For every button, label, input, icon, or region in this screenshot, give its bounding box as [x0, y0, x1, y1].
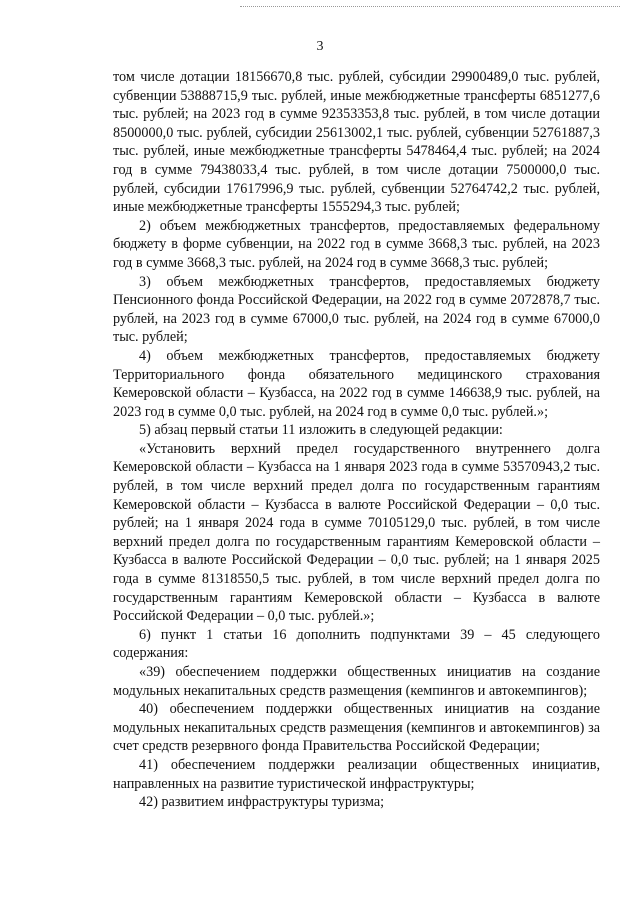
paragraph: 41) обеспечением поддержки реализации общественных инициатив, направленных на развитие туристической инфраструктуры;: [113, 756, 600, 792]
paragraph: 42) развитием инфраструктуры туризма;: [139, 794, 385, 811]
paragraph: 4) объем межбюджетных трансфертов, предоставляемых бюджету Территориального фонда обязательного медицинского страхования Кемеровской области – Кузбасса, на 2022 год в сумме 146638,9 тыс. рублей, на 2023 год в сумме 0,0 тыс. рублей, на 2024 год в сумме 0,0 тыс. рублей.»;: [113, 347, 600, 420]
paragraph: 40) обеспечением поддержки общественных инициатив на создание модульных некапитальных средств размещения (кемпингов и автокемпингов) за счет средств резервного фонда Правительства Российской Федерации;: [113, 701, 600, 755]
paragraph: 5) абзац первый статьи 11 изложить в следующей редакции:: [139, 422, 503, 439]
scan-edge-line: [240, 6, 620, 8]
page-number: 3: [316, 39, 324, 54]
document-body: [113, 68, 600, 812]
paragraph: том числе дотации 18156670,8 тыс. рублей, субсидии 29900489,0 тыс. рублей, субвенции 53888715,9 тыс. рублей, иные межбюджетные трансферты 6851277,6 тыс. рублей; на 2023 год в сумме 92353353,8 тыс. рублей, в том числе дотации 8500000,0 тыс. рублей, субсидии 25613002,1 тыс. рублей, субвенции 52761887,3 тыс. рублей, иные межбюджетные трансферты 5478464,4 тыс. рублей; на 2024 год в сумме 79438033,4 тыс. рублей, в том числе дотации 7500000,0 тыс. рублей, субсидии 17617996,9 тыс. рублей, субвенции 52764742,2 тыс. рублей, иные межбюджетные трансферты 1555294,3 тыс. рублей;: [113, 69, 600, 216]
paragraph: 6) пункт 1 статьи 16 дополнить подпунктами 39 – 45 следующего содержания:: [113, 626, 600, 662]
paragraph: 3) объем межбюджетных трансфертов, предоставляемых бюджету Пенсионного фонда Российской Федерации, на 2022 год в сумме 2072878,7 тыс. рублей, на 2023 год в сумме 67000,0 тыс. рублей, на 2024 год в сумме 67000,0 тыс. рублей;: [113, 273, 600, 346]
paragraph: «Установить верхний предел государственного внутреннего долга Кемеровской области – Кузбасса на 1 января 2023 года в сумме 53570943,2 тыс. рублей, в том числе верхний предел долга по государственным гарантиям Кемеровской области – Кузбасса в валюте Российской Федерации – 0,0 тыс. рублей; на 1 января 2024 года в сумме 70105129,0 тыс. рублей, в том числе верхний предел долга по государственным гарантиям Кемеровской области – Кузбасса в валюте Российской Федерации – 0,0 тыс. рублей; на 1 января 2025 года в сумме 81318550,5 тыс. рублей, в том числе верхний предел долга по государственным гарантиям Кемеровской области – Кузбасса в валюте Российской Федерации – 0,0 тыс. рублей.»;: [113, 440, 600, 625]
paragraph: 2) объем межбюджетных трансфертов, предоставляемых федеральному бюджету в форме субвенции, на 2022 год в сумме 3668,3 тыс. рублей, на 2023 год в сумме 3668,3 тыс. рублей, на 2024 год в сумме 3668,3 тыс. рублей;: [113, 217, 600, 271]
paragraph: «39) обеспечением поддержки общественных инициатив на создание модульных некапитальных средств размещения (кемпингов и автокемпингов);: [113, 664, 600, 699]
